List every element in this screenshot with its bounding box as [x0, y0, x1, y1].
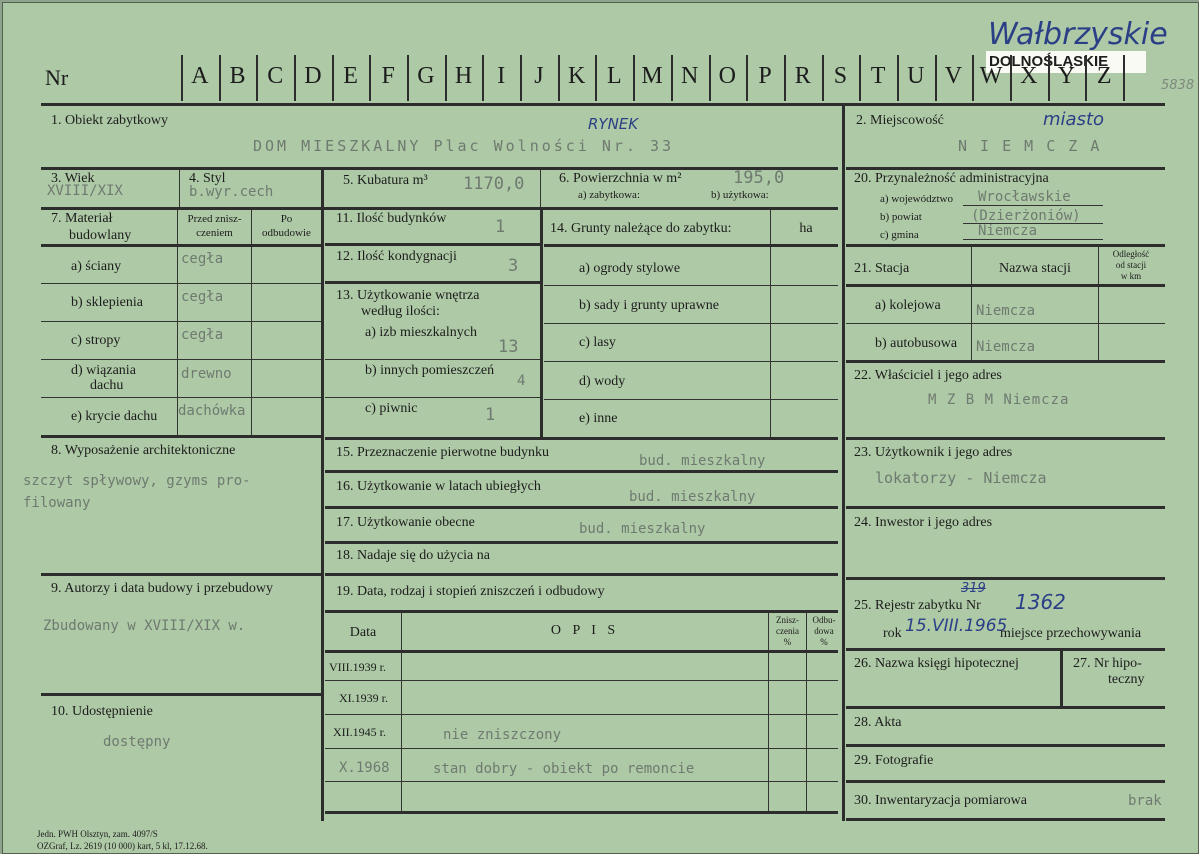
- f20-a-value: Wrocławskie: [978, 189, 1071, 205]
- f4-value: b.wyr.cech: [189, 184, 274, 200]
- f21-a-value: Niemcza: [976, 303, 1036, 319]
- f7-row-e-label: e) krycie dachu: [71, 409, 158, 424]
- f20-a-label: a) województwo: [880, 193, 954, 205]
- f29-label: 29. Fotografie: [854, 753, 934, 768]
- index-letter: A: [191, 63, 209, 89]
- f8-line-2: filowany: [23, 495, 91, 511]
- f18-label: 18. Nadaje się do użycia na: [336, 548, 490, 563]
- index-letter: M: [641, 63, 663, 89]
- f1-value: DOM MIESZKALNY Plac Wolności Nr. 33: [253, 137, 675, 155]
- index-letter: E: [343, 63, 358, 89]
- f7-row-d-value: drewno: [181, 366, 232, 382]
- f7-row-c-label: c) stropy: [71, 333, 121, 348]
- nr-label: Nr: [45, 65, 69, 90]
- f25-rok-label: rok: [883, 626, 902, 641]
- index-letter: R: [794, 63, 811, 89]
- f6-sub-b: b) użytkowa:: [711, 189, 769, 201]
- f19-label: 19. Data, rodzaj i stopień zniszczeń i odbudowy: [336, 584, 605, 599]
- f19-row-4-opis: stan dobry - obiekt po remoncie: [433, 761, 695, 777]
- f7-label-1: 7. Materiał: [51, 211, 113, 226]
- footer-line-1: Jedn. PWH Olsztyn, zam. 4097/S: [37, 829, 158, 839]
- index-letter: D: [304, 63, 322, 89]
- f15-label: 15. Przeznaczenie pierwotne budynku: [336, 445, 550, 460]
- index-letter: L: [606, 63, 622, 89]
- index-letter: T: [870, 63, 886, 89]
- f20-c-value: Niemcza: [978, 223, 1038, 239]
- f30-label: 30. Inwentaryzacja pomiarowa: [854, 793, 1027, 808]
- f6-label: 6. Powierzchnia w m²: [559, 171, 682, 186]
- f7-row-c-value: cegła: [181, 327, 224, 343]
- f12-value: 3: [508, 256, 519, 276]
- f2-value: N I E M C Z A: [958, 137, 1102, 155]
- f13-row-b-value: 4: [517, 373, 526, 389]
- f13-row-b-label: b) innych pomieszczeń: [365, 363, 495, 378]
- f10-label: 10. Udostępnienie: [51, 704, 153, 719]
- f25-rok-value: 15.VIII.1965: [905, 616, 1008, 636]
- f20-c-label: c) gmina: [880, 229, 919, 241]
- f26-label: 26. Nazwa księgi hipotecznej: [854, 656, 1019, 671]
- f15-value: bud. mieszkalny: [639, 453, 766, 469]
- f21-col-name: Nazwa stacji: [999, 261, 1071, 276]
- f7-row-e-value: dachówka: [178, 403, 246, 419]
- inventory-card: [2, 2, 1199, 854]
- f14-unit: ha: [799, 221, 813, 236]
- f7-row-b-value: cegła: [181, 289, 224, 305]
- handwritten-voivodeship: Wałbrzyskie: [988, 17, 1168, 52]
- index-letter: N: [680, 63, 699, 89]
- f21-b-label: b) autobusowa: [875, 336, 958, 351]
- f20-b-value: (Dzierżoniów): [971, 208, 1081, 224]
- f25-nr: 1362: [1015, 590, 1066, 614]
- f25-place-label: miejsce przechowywania: [1000, 626, 1142, 641]
- index-letter: G: [417, 63, 435, 89]
- index-letter: J: [534, 63, 544, 89]
- f3-value: XVIII/XIX: [47, 183, 123, 199]
- f2-label: 2. Miejscowość: [856, 113, 944, 128]
- f28-label: 28. Akta: [854, 715, 902, 730]
- index-letter: P: [758, 63, 772, 89]
- f13-row-c-label: c) piwnic: [365, 401, 418, 416]
- f19-col-od-1: Odbu-: [812, 615, 836, 625]
- f21-a-label: a) kolejowa: [875, 298, 941, 313]
- f19-col-od-2: dowa: [814, 626, 834, 636]
- f20-label: 20. Przynależność administracyjna: [854, 171, 1049, 186]
- f21-col-dist-1: Odległość: [1112, 249, 1150, 259]
- f19-col-date: Data: [349, 625, 377, 640]
- f14-label: 14. Grunty należące do zabytku:: [550, 221, 732, 236]
- index-letter: F: [381, 63, 395, 89]
- f24-label: 24. Inwestor i jego adres: [854, 515, 993, 530]
- f5-label: 5. Kubatura m³: [343, 173, 428, 188]
- index-letter: V: [944, 63, 963, 89]
- index-letter: X: [1020, 63, 1038, 89]
- index-letter: O: [718, 63, 737, 89]
- f3-label: 3. Wiek: [51, 171, 95, 186]
- f19-col-zn-2: czenia: [776, 626, 799, 636]
- index-letter: B: [229, 63, 246, 89]
- f13-label-2: według ilości:: [361, 304, 440, 319]
- f25-crossed: 319: [961, 581, 986, 596]
- f7-row-d-label-1: d) wiązania: [71, 363, 136, 378]
- f19-col-zn-3: %: [783, 637, 792, 647]
- f21-col-dist-3: w km: [1120, 271, 1142, 281]
- f7-row-a-label: a) ściany: [71, 259, 122, 274]
- f21-b-value: Niemcza: [976, 339, 1036, 355]
- f9-label: 9. Autorzy i data budowy i przebudowy: [51, 581, 274, 596]
- f27-label-2: teczny: [1108, 672, 1145, 687]
- f7-label-2: budowlany: [69, 228, 132, 243]
- f21-label: 21. Stacja: [854, 261, 910, 276]
- side-number: 5838: [1161, 78, 1195, 93]
- f8-label: 8. Wyposażenie architektoniczne: [51, 443, 236, 458]
- letter-separator: [1123, 55, 1125, 101]
- f2-handwritten: miasto: [1043, 109, 1105, 130]
- f10-value: dostępny: [103, 734, 171, 750]
- f6-value: 195,0: [733, 168, 785, 188]
- f6-sub-a: a) zabytkowa:: [578, 189, 640, 201]
- f11-value: 1: [495, 217, 506, 237]
- f14-row-d: d) wody: [579, 374, 626, 389]
- f8-line-1: szczyt spływowy, gzyms pro-: [23, 473, 251, 489]
- f20-b-label: b) powiat: [880, 211, 922, 223]
- f17-label: 17. Użytkowanie obecne: [336, 515, 475, 530]
- f5-value: 1170,0: [463, 174, 525, 194]
- index-letter: I: [497, 63, 506, 89]
- f16-value: bud. mieszkalny: [629, 489, 756, 505]
- f16-label: 16. Użytkowanie w latach ubiegłych: [336, 479, 541, 494]
- f14-row-b: b) sady i grunty uprawne: [579, 298, 719, 313]
- f7-col-before-1: Przed znisz-: [187, 213, 242, 225]
- f11-label: 11. Ilość budynków: [336, 211, 447, 226]
- region-label: DOLNOŚLĄSKIE: [989, 53, 1109, 70]
- f19-col-zn-1: Znisz-: [776, 615, 799, 625]
- index-letter: S: [833, 63, 848, 89]
- index-letter: W: [979, 63, 1003, 89]
- f13-row-a-value: 13: [498, 337, 519, 357]
- f25-label: 25. Rejestr zabytku Nr: [854, 598, 981, 613]
- f19-row-3-opis: nie zniszczony: [443, 727, 562, 743]
- index-letter: C: [267, 63, 284, 89]
- f7-row-a-value: cegła: [181, 251, 224, 267]
- f7-col-after-2: odbudowie: [262, 227, 311, 239]
- f17-value: bud. mieszkalny: [579, 521, 706, 537]
- f13-row-c-value: 1: [485, 405, 496, 425]
- f1-handwritten: RYNEK: [588, 115, 639, 133]
- index-letter: K: [567, 63, 586, 89]
- f7-row-d-label-2: dachu: [90, 378, 124, 393]
- f22-label: 22. Właściciel i jego adres: [854, 368, 1002, 383]
- f14-row-c: c) lasy: [579, 335, 616, 350]
- f19-row-2-date: XI.1939 r.: [339, 691, 388, 705]
- f27-label-1: 27. Nr hipo-: [1073, 656, 1142, 671]
- f14-row-a: a) ogrody stylowe: [579, 261, 681, 276]
- f23-value: lokatorzy - Niemcza: [875, 469, 1047, 487]
- index-letter: Z: [1096, 63, 1112, 89]
- f7-row-b-label: b) sklepienia: [71, 295, 143, 310]
- f14-row-e: e) inne: [579, 411, 618, 426]
- f7-col-before-2: czeniem: [196, 227, 233, 239]
- f19-row-1-date: VIII.1939 r.: [329, 660, 386, 674]
- f1-label: 1. Obiekt zabytkowy: [51, 113, 169, 128]
- footer-line-2: OZGraf, Lz. 2619 (10 000) kart, 5 kl, 17.12.68.: [37, 841, 208, 851]
- index-letter: U: [907, 63, 925, 89]
- f19-row-3-date: XII.1945 r.: [333, 725, 386, 739]
- f9-value: Zbudowany w XVIII/XIX w.: [43, 618, 246, 634]
- f23-label: 23. Użytkownik i jego adres: [854, 445, 1013, 460]
- index-letter: Y: [1057, 63, 1076, 89]
- f19-col-od-3: %: [820, 637, 828, 647]
- index-letter: H: [454, 63, 473, 89]
- f7-col-after-1: Po: [280, 213, 293, 225]
- f4-label: 4. Styl: [189, 171, 226, 186]
- f13-row-a-label: a) izb mieszkalnych: [365, 325, 477, 340]
- f19-row-4-date: X.1968: [339, 760, 390, 776]
- f22-value: M Z B M Niemcza: [928, 392, 1070, 408]
- f30-value: brak: [1128, 793, 1162, 809]
- f19-col-opis: O P I S: [550, 623, 620, 638]
- f21-col-dist-2: od stacji: [1115, 260, 1147, 270]
- f13-label-1: 13. Użytkowanie wnętrza: [336, 288, 480, 303]
- f12-label: 12. Ilość kondygnacji: [336, 249, 457, 264]
